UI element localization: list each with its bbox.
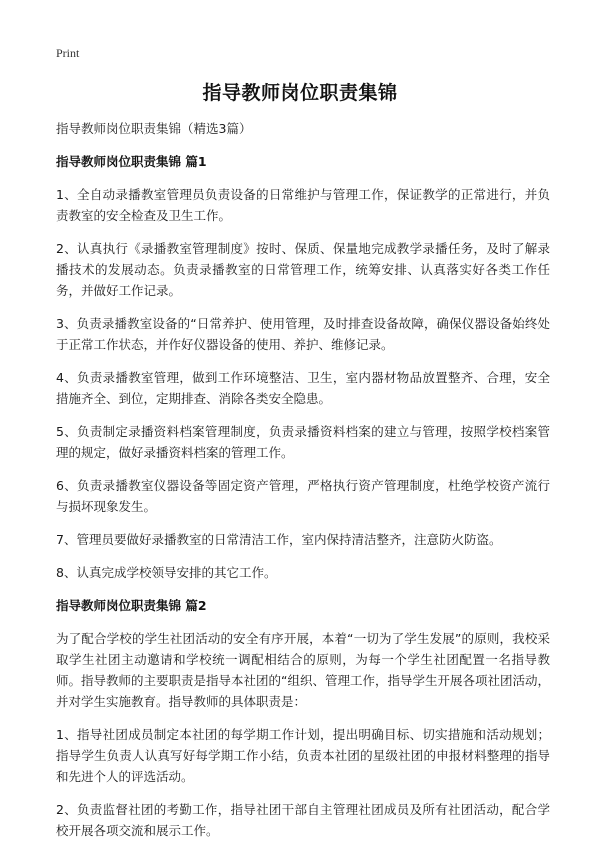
paragraph: 3、负责录播教室设备的“日常养护、使用管理，及时排查设备故障，确保仪器设备始终处于正常工作状态，并作好仪器设备的使用、养护、维修记录。 bbox=[56, 316, 550, 352]
section-heading: 指导教师岗位职责集锦 篇2 bbox=[56, 598, 207, 613]
paragraph: 8、认真完成学校领导安排的其它工作。 bbox=[56, 565, 277, 580]
paragraph: 为了配合学校的学生社团活动的安全有序开展，本着“一切为了学生发展”的原则，我校采取学生社团主动邀请和学校统一调配相结合的原则，为每一个学生社团配置一名指导教师。指导教师的主要职责是指导本社团的“组织、管理工作，指导学生开展各项社团活动，并对学生实施教育。指导教师的具体职责是： bbox=[56, 631, 550, 709]
print-link[interactable]: Print bbox=[56, 46, 80, 60]
paragraph: 5、负责制定录播资料档案管理制度，负责录播资料档案的建立与管理，按照学校档案管理的规定，做好录播资料档案的管理工作。 bbox=[56, 424, 550, 460]
paragraph: 2、认真执行《录播教室管理制度》按时、保质、保量地完成教学录播任务，及时了解录播技术的发展动态。负责录播教室的日常管理工作，统筹安排、认真落实好各类工作任务，并做好工作记录。 bbox=[56, 241, 550, 298]
section-1 bbox=[56, 151, 550, 583]
document-subtitle: 指导教师岗位职责集锦（精选3篇） bbox=[56, 121, 252, 136]
paragraph: 7、管理员要做好录播教室的日常清洁工作，室内保持清洁整齐，注意防火防盗。 bbox=[56, 532, 502, 547]
section-2 bbox=[56, 595, 550, 841]
paragraph: 1、全自动录播教室管理员负责设备的日常维护与管理工作，保证教学的正常进行，并负责教室的安全检查及卫生工作。 bbox=[56, 187, 550, 223]
paragraph: 6、负责录播教室仪器设备等固定资产管理，严格执行资产管理制度，杜绝学校资产流行与损坏现象发生。 bbox=[56, 478, 550, 514]
page-title: 指导教师岗位职责集锦 bbox=[202, 82, 398, 104]
paragraph: 2、负责监督社团的考勤工作，指导社团干部自主管理社团成员及所有社团活动，配合学校开展各项交流和展示工作。 bbox=[56, 802, 550, 838]
paragraph: 1、指导社团成员制定本社团的每学期工作计划，提出明确目标、切实措施和活动规划；指导学生负责人认真写好每学期工作小结，负责本社团的星级社团的申报材料整理的指导和先进个人的评选活动。 bbox=[56, 727, 550, 784]
paragraph: 4、负责录播教室管理，做到工作环境整洁、卫生，室内器材物品放置整齐、合理，安全措施齐全、到位，定期排查、消除各类安全隐患。 bbox=[56, 370, 550, 406]
section-heading: 指导教师岗位职责集锦 篇1 bbox=[56, 154, 207, 169]
document-body bbox=[56, 118, 550, 853]
